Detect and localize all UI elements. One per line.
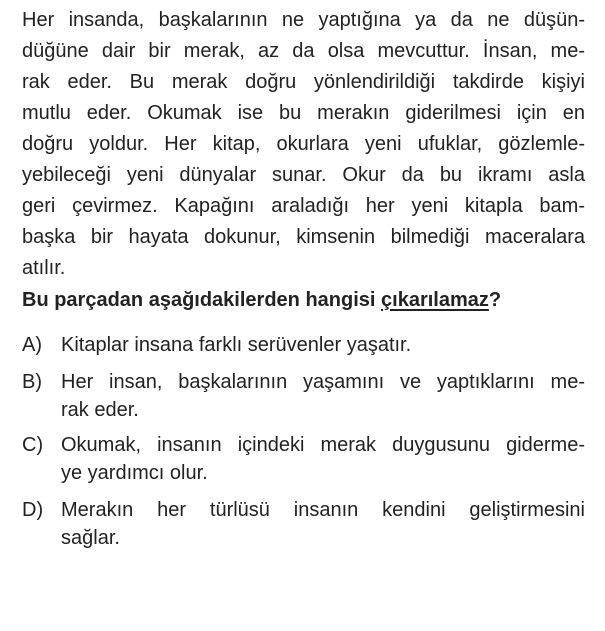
option-letter: C) [22,434,44,456]
passage-line: başka bir hayata dokunur, kimsenin bilmediği maceralara [22,226,585,248]
option-text: Kitaplar insana farklı serüvenler yaşatır. [61,334,412,356]
passage-line: yebileceği yeni dünyalar sunar. Okur da bu ikramı asla [22,164,585,186]
passage-line: doğru yoldur. Her kitap, okurlara yeni ufuklar, gözlemle- [22,133,585,155]
question-emphasis: çıkarılamaz [381,289,489,311]
passage-line: mutlu eder. Okumak ise bu merakın giderilmesi için en [22,102,585,124]
question-stem [22,286,501,314]
passage-line: Her insanda, başkalarının ne yaptığına ya da ne düşün- [22,9,585,31]
passage-line: atılır. [22,257,66,279]
question-prefix: Bu parçadan aşağıdakilerden hangisi [22,289,382,311]
option-text: Her insan, başkalarının yaşamını ve yaptıklarını me- [61,371,585,393]
option-letter: D) [22,499,44,521]
question-suffix: ? [488,289,502,311]
passage-line: geri çevirmez. Kapağını araladığı her yeni kitapla bam- [22,195,585,217]
option-text: ye yardımcı olur. [61,462,208,484]
passage-line: rak eder. Bu merak doğru yönlendirildiği takdirde kişiyi [22,71,585,93]
option-text: Merakın her türlüsü insanın kendini geliştirmesini [61,499,585,521]
option-text: rak eder. [61,399,139,421]
option-text: Okumak, insanın içindeki merak duygusunu giderme- [61,434,585,456]
option-text: sağlar. [61,527,120,549]
passage-line: düğüne dair bir merak, az da olsa mevcuttur. İnsan, me- [22,40,585,62]
option-letter: A) [22,334,42,356]
option-letter: B) [22,371,42,393]
